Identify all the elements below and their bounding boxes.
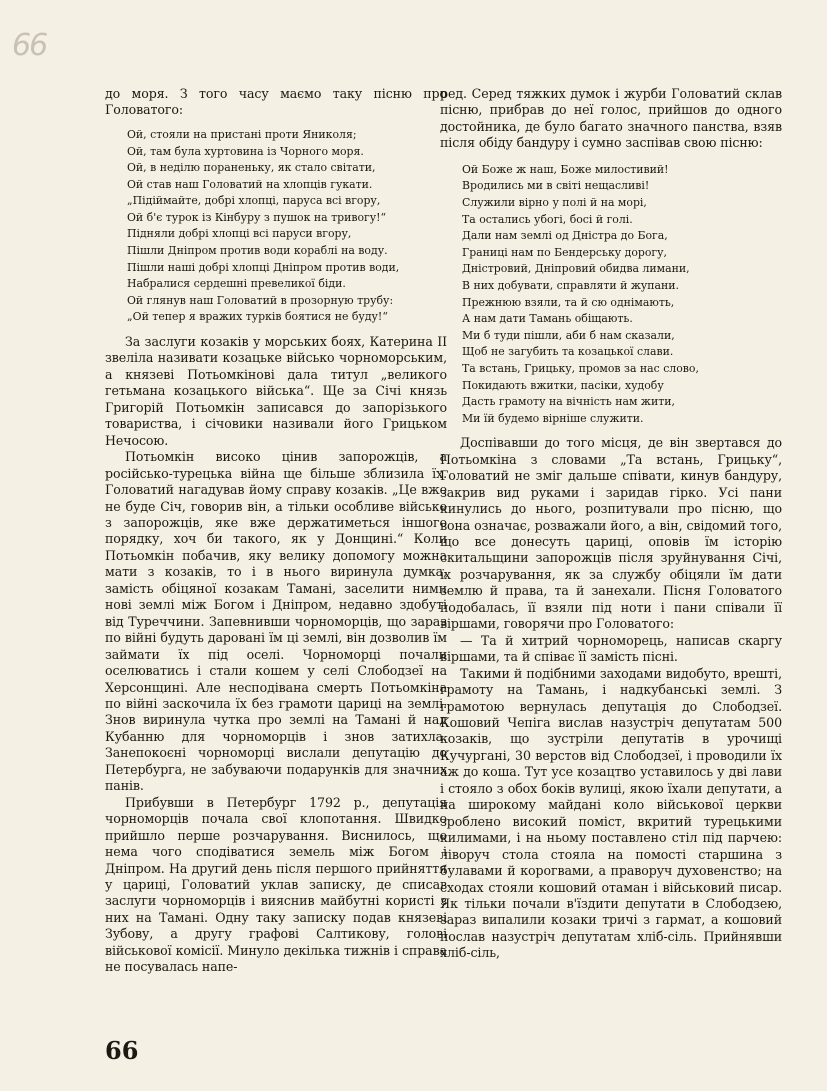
verse-line: „Ой тепер я вражих турків боятися не буду!“: [127, 310, 388, 324]
page-number: 66: [105, 1036, 139, 1065]
verse-line: Дали нам землі од Дністра до Бога,: [462, 229, 668, 243]
verse-line: В них добувати, справляти й жупани.: [462, 278, 680, 292]
verse-line: Ой, стояли на пристані проти Яниколя;: [127, 127, 357, 141]
verse-line: „Підіймайте, добрі хлопці, паруса всі вгору,: [127, 194, 381, 208]
verse-line: Границі нам по Бендерську дорогу,: [462, 245, 668, 259]
verse-line: Вродились ми в світі нещасливі!: [462, 179, 650, 193]
right-paragraph-3: — Та й хитрий чорноморець, написав скаргу віршами, та й співає її замість пісні.: [440, 632, 782, 665]
verse-line: Служили вірно у полі й на морі,: [462, 196, 647, 209]
verse-line: Пішли Дніпром против води кораблі на воду.: [127, 244, 388, 258]
verse-line: Ой, в неділю пораненьку, як стало світати,: [127, 161, 376, 175]
verse-line: Та встань, Грицьку, промов за нас слово,: [462, 361, 699, 375]
verse-line: Ми їй будемо вірніше служити.: [462, 411, 644, 425]
verse-line: Дністровий, Дніпровий обидва лимани,: [462, 262, 690, 276]
verse-line: Ой став наш Головатий на хлопців гукати.: [127, 177, 373, 191]
verse-line: Ми б туди пішли, аби б нам сказали,: [462, 328, 675, 342]
verse-line: Дасть грамоту на вічність нам жити,: [462, 395, 675, 409]
left-paragraph-1: За заслуги козаків у морських боях, Катерина II звеліла називати козацьке військо чорноморським, а князеві Потьомкінові дала титул „великого гетьмана козацького війська“. Ще за Січі князь Григорій Потьомкін записався до запорізького товариства, і січовики називали його Грицьком Нечосою.: [105, 334, 447, 448]
verse-line: Покидають вжитки, пасіки, худобу: [462, 378, 664, 392]
song-verse-right: [462, 162, 782, 428]
verse-line: Ой глянув наш Головатий в прозорную трубу:: [127, 293, 394, 307]
verse-line: А нам дати Тамань обіщають.: [462, 312, 633, 326]
right-paragraph-4: Такими й подібними заходами видобуто, врешті, грамоту на Тамань, і надкубанські землі. З грамотою вернулась депутація до Слободзеї. Кошовий Чепіга вислав назустріч депутатам 500 козаків, що зустріли депутатів в урочищі Кучургані, 30 верстов від Слободзеї, і проводили їх аж до коша. Тут усе козацтво уставилось у дві лави і стояло з обох боків вулиці, якою їхали депутати, а на широкому майдані коло військової церкви зроблено високий поміст, вкритий турецькими килимами, і на ньому поставлено стіл під парчею: ліворуч стола стояла на помості старшина з булавами й корогвами, а праворуч духовенство; на сходах стояли кошовий отаман і військовий писар. Як тільки почали в'їздити депутати в Слободзею, зараз випалили козаки тричі з гармат, а кошовий послав назустріч депутатам хліб-сіль. Прийнявши хліб-сіль,: [440, 665, 782, 961]
left-paragraph-2: Потьомкін високо цінив запорожців, а російсько-турецька війна ще більше зблизила їх. Головатий нагадував йому справу козаків. „Це вже не буде Січ, говорив він, а тільки особливе військо з запорожців, яке вже держатиметься іншого порядку, хоч би такого, як у Донщині.“ Коли Потьомкін побачив, яку велику допомогу можна мати з козаків, то і в нього виринула думка, замість обіцяної козакам Тамані, заселити ними нові землі між Богом і Дніпром, недавно здобуті від Туреччини. Запевнивши чорноморців, що зараз по війні будуть даровані їм ці землі, він дозволив їм займати їх під оселі. Чорноморці почали оселюватись і стали кошем у селі Слободзеї на Херсонщині. Але несподівана смерть Потьомкіна по війні заскочила їх без грамоти цариці на землі. Знов виринула чутка про землі на Тамані й над Кубанню для чорноморців і знов затихла. Занепокоєні чорноморці вислали депутацію до Петербурга, не забуваючи подарунків для значних панів.: [105, 449, 447, 794]
verse-line: Ой б'є турок із Кінбуру з пушок на тривогу!“: [127, 210, 387, 224]
left-intro-paragraph: до моря. З того часу маємо таку пісню про Головатого:: [105, 86, 447, 118]
left-paragraph-3: Прибувши в Петербург 1792 р., депутація чорноморців почала свої клопотання. Швидко прийшло перше розчарування. Виснилось, що нема чого сподіватися земель між Богом і Дніпром. На другий день після першого прийняття у цариці, Головатий уклав записку, де списав заслуги чорноморців і вияснив майбутні користі з них на Тамані. Одну таку записку подав князеві Зубову, а другу графові Салтикову, голові військової комісії. Минуло декілька тижнів і справа не посувалась напе-: [105, 794, 447, 975]
verse-line: Ой, там була хуртовина із Чорного моря.: [127, 144, 364, 158]
verse-line: Та остались убогі, босі й голі.: [462, 212, 633, 226]
verse-line: Пішли наші добрі хлопці Дніпром против води,: [127, 260, 400, 274]
verse-line: Прежнюю взяли, та й сю однімають,: [462, 295, 675, 309]
verse-line: Підняли добрі хлопці всі паруси вгору,: [127, 227, 352, 241]
verse-line: Ой Боже ж наш, Боже милостивий!: [462, 162, 669, 176]
left-column: [105, 86, 447, 976]
right-paragraph-1: ред. Серед тяжких думок і журби Головатий склав пісню, прибрав до неї голос, прийшов до одного достойника, де було багато значного панства, взяв після обіду бандуру і сумно заспівав свою пісню:: [440, 86, 782, 151]
pencil-page-mark: 66: [12, 28, 47, 63]
right-paragraph-2: Доспівавши до того місця, де він звертався до Потьомкіна з словами „Та встань, Грицьку“, Головатий не зміг дальше співати, кинув бандуру, закрив вид руками і заридав гірко. Усі пани кинулись до нього, розпитували про пісню, що вона означає, розважали його, а він, свідомий того, що все донесуть цариці, оповів їм історію скитальщини запорожців після зруйнування Січі, їх розчарування, як за службу обіцяли їм дати землю й права, та й занехали. Пісня Головатого подобалась, її взяли під ноти і пани співали її віршами, говорячи про Головатого:: [440, 435, 782, 632]
right-column: [440, 86, 782, 962]
song-verse-left: [127, 127, 447, 326]
verse-line: Щоб не загубить та козацької слави.: [462, 345, 674, 359]
verse-line: Набралися сердешні превеликої біди.: [127, 277, 346, 291]
